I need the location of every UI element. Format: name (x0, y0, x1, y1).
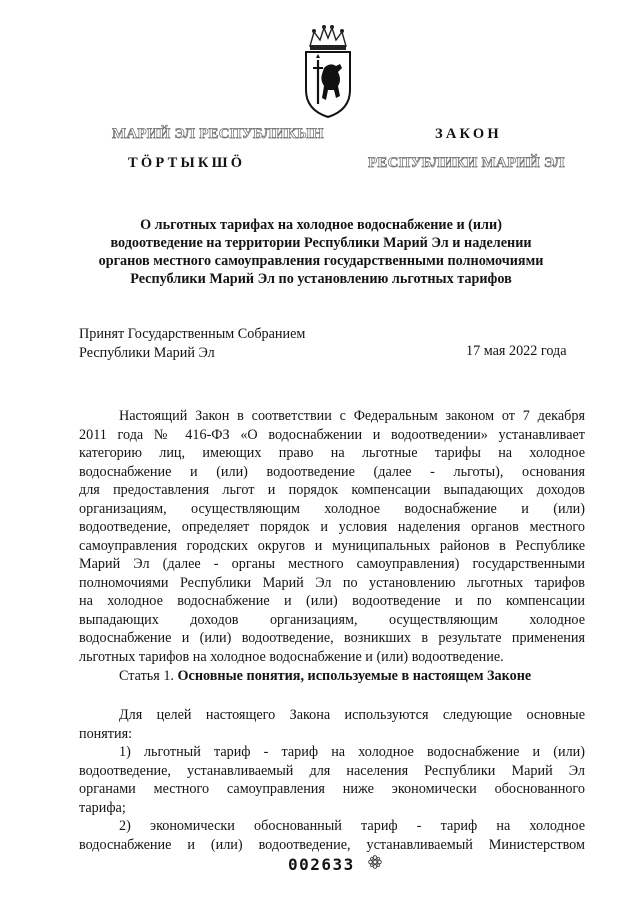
adopted-by (79, 325, 305, 362)
law-title-line: водоотведение на территории Республики Марий Эл и наделении (110, 235, 532, 251)
header-mari-line2: ТӦРТЫКШӦ (128, 155, 246, 171)
text-line: водоснабжение и (или) водоотведение, возникших в результате применения (79, 630, 585, 646)
ornament-icon (368, 855, 382, 869)
text-line: организациям, осуществляющим холодное водоснабжение и (или) (79, 500, 585, 517)
serial-number: 002633 (288, 855, 355, 874)
text-line: тарифа; (79, 799, 126, 816)
text-line: на холодное водоснабжение и (или) водоотведение и по компенсации (79, 593, 585, 609)
text-line: 1) льготный тариф - тариф на холодное водоснабжение и (или) (119, 744, 585, 760)
text-line: категорию лиц, имеющих право на льготные тарифы на холодное (79, 445, 585, 461)
text-line: выпадающих доходов организациям, осуществляющим холодное (79, 611, 585, 628)
article-1-title: Основные понятия, используемые в настоящем Законе (177, 668, 532, 684)
text-line: 2011 года № 416-ФЗ «О водоснабжении и водоотведении» устанавливает (79, 426, 585, 443)
header-mari-line1: МАРИЙ ЭЛ РЕСПУБЛИКЫН (112, 126, 324, 142)
text-line: льготных тарифов на холодное водоснабжение и (или) водоотведение. (79, 648, 504, 665)
adoption-date: 17 мая 2022 года (466, 343, 567, 359)
article-1-paragraph (79, 706, 585, 854)
law-title-line: органов местного самоуправления государственными полномочиями (98, 253, 544, 269)
text-line: водоснабжение и (или) водоотведение (далее - льготы), основания (79, 463, 585, 480)
header-law-label: ЗАКОН (435, 126, 502, 142)
adopted-line: Принят Государственным Собранием (79, 326, 306, 342)
law-title-line: Республики Марий Эл по установлению льготных тарифов (130, 271, 512, 287)
text-line: полномочиями Республики Марий Эл по установлению льготных тарифов (79, 574, 585, 591)
coat-of-arms-emblem (300, 24, 356, 120)
article-1-heading (119, 668, 531, 685)
adopted-line: Республики Марий Эл (79, 344, 215, 361)
text-line: для предоставления льгот и порядок компенсации выпадающих доходов (79, 482, 585, 498)
header-republic-label: РЕСПУБЛИКИ МАРИЙ ЭЛ (368, 155, 565, 171)
text-line: Для целей настоящего Закона используются следующие основные (119, 707, 585, 723)
text-line: водоотведение, устанавливаемый для населения Республики Марий Эл (79, 762, 585, 779)
text-line: водоотведение, определяет порядок и условия наделения органов местного (79, 519, 585, 535)
text-line: органами местного самоуправления ниже экономически обоснованного (79, 781, 585, 797)
preamble-paragraph (79, 407, 585, 666)
text-line: Марий Эл (далее - органы местного самоуправления) государственными (79, 556, 585, 572)
law-title-line: О льготных тарифах на холодное водоснабжение и (или) (140, 217, 502, 233)
text-line: самоуправления городских округов и муниципальных районов в Республике (79, 537, 585, 554)
text-line: водоснабжение и (или) водоотведение, устанавливаемый Министерством (79, 836, 585, 853)
text-line: Настоящий Закон в соответствии с Федеральным законом от 7 декабря (119, 408, 585, 424)
article-1-prefix: Статья 1. (119, 668, 174, 684)
text-line: 2) экономически обоснованный тариф - тариф на холодное (119, 818, 585, 834)
law-title (78, 216, 564, 288)
text-line: понятия: (79, 725, 133, 742)
